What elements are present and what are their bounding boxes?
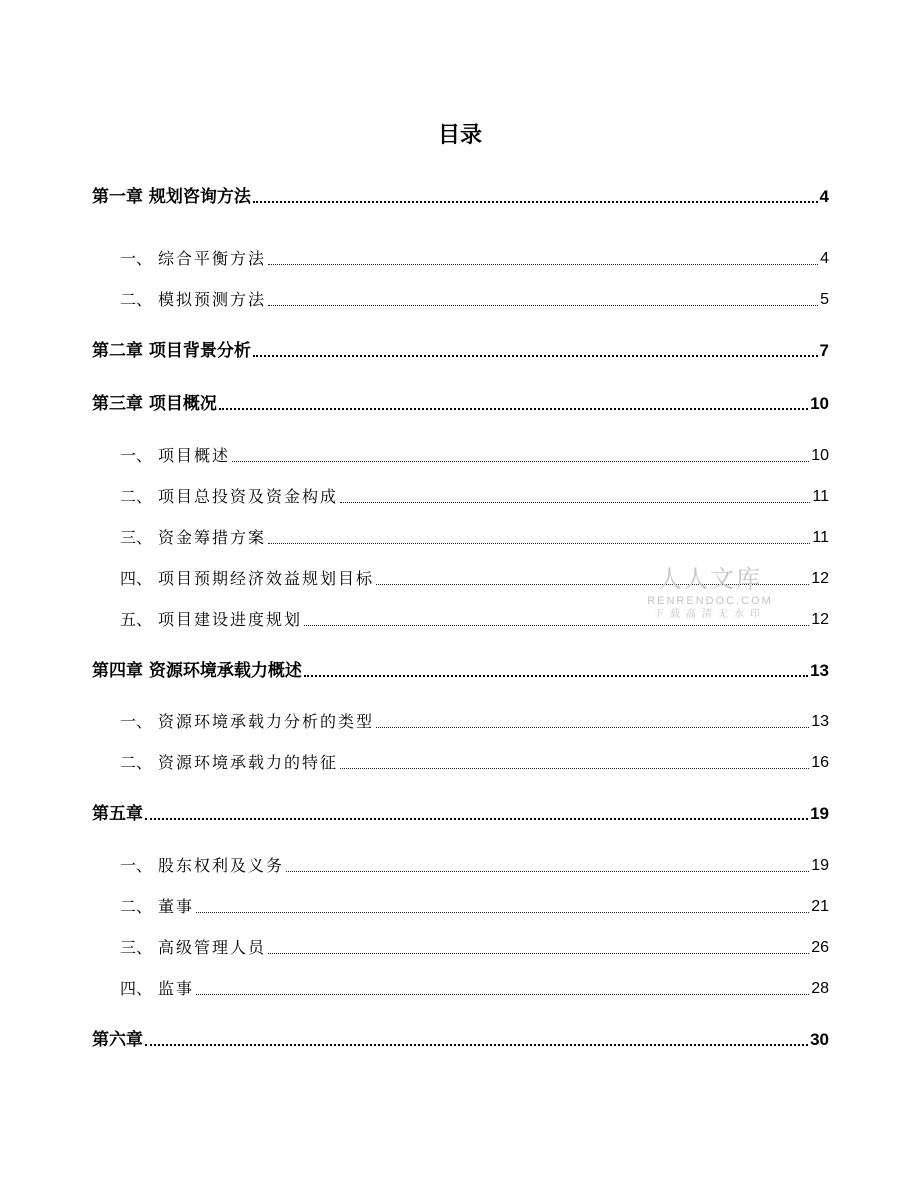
toc-page-number: 16: [811, 754, 829, 771]
toc-entry-label: [92, 340, 251, 362]
toc-entry-number: 五、: [120, 610, 153, 629]
toc-entry-label: [120, 486, 338, 508]
toc-entry-text: 资源环境承载力的特征: [158, 753, 339, 772]
toc-entry-number: 一、: [120, 712, 153, 731]
toc-chapter-entry[interactable]: [92, 658, 829, 682]
toc-chapter-entry[interactable]: [92, 184, 829, 208]
toc-section-entry[interactable]: [120, 607, 829, 631]
toc-entry-text: 项目概述: [158, 446, 231, 465]
toc-page-number: 4: [819, 187, 829, 206]
toc-section-entry[interactable]: [120, 976, 829, 1000]
toc-entry-number: 二、: [120, 753, 153, 772]
toc-dot-leader: [376, 727, 809, 728]
toc-entry-text: 综合平衡方法: [158, 249, 267, 268]
toc-section-entry[interactable]: [120, 566, 829, 590]
toc-dot-leader: [268, 543, 810, 544]
toc-entry-text: 资源环境承载力分析的类型: [158, 712, 375, 731]
toc-dot-leader: [304, 675, 808, 677]
toc-entry-label: [120, 711, 374, 733]
page-title: 目录: [437, 123, 482, 148]
toc-chapter-entry[interactable]: [92, 1027, 829, 1051]
toc-dot-leader: [376, 584, 809, 585]
toc-entry-number: 二、: [120, 897, 153, 916]
toc-entry-label: [92, 1029, 143, 1051]
toc-entry-label: [120, 568, 374, 590]
toc-entry-text: 第二章 项目背景分析: [92, 341, 251, 361]
toc-page-number: 19: [811, 857, 829, 874]
toc-chapter-entry[interactable]: [92, 391, 829, 415]
toc-page-number: 19: [810, 804, 829, 823]
toc-dot-leader: [340, 768, 809, 769]
toc-section-entry[interactable]: [120, 484, 829, 508]
toc-page-number: 13: [810, 661, 829, 680]
toc-entry-text: 资金筹措方案: [158, 528, 267, 547]
toc-entry-text: 第五章: [92, 804, 143, 824]
toc-entry-label: [120, 289, 266, 311]
toc-entry-text: 第三章 项目概况: [92, 394, 217, 414]
toc-page-number: 10: [811, 447, 829, 464]
toc-entry-label: [120, 527, 266, 549]
toc-dot-leader: [268, 305, 818, 306]
toc-page-number: 7: [819, 341, 829, 360]
toc-entry-number: 三、: [120, 938, 153, 957]
toc-entry-text: 第六章: [92, 1030, 143, 1050]
toc-page-number: 11: [812, 488, 829, 505]
toc-section-entry[interactable]: [120, 287, 829, 311]
toc-entry-label: [120, 248, 266, 270]
toc-page-number: 5: [820, 291, 829, 308]
toc-entry-text: 股东权利及义务: [158, 856, 285, 875]
toc-dot-leader: [145, 1044, 808, 1046]
toc-entry-text: 项目预期经济效益规划目标: [158, 569, 375, 588]
toc-entry-label: [92, 660, 302, 682]
toc-entry-number: 四、: [120, 569, 153, 588]
toc-dot-leader: [219, 408, 808, 410]
toc-chapter-entry[interactable]: [92, 338, 829, 362]
toc-entry-number: 二、: [120, 290, 153, 309]
toc-dot-leader: [340, 502, 810, 503]
toc-dot-leader: [286, 871, 809, 872]
toc-entry-text: 监事: [158, 979, 195, 998]
toc-section-entry[interactable]: [120, 853, 829, 877]
toc-entry-label: [120, 937, 266, 959]
toc-page-number: 30: [810, 1030, 829, 1049]
toc-page-number: 21: [811, 898, 829, 915]
toc-page-number: 28: [811, 980, 829, 997]
toc-dot-leader: [253, 201, 818, 203]
toc-page-number: 11: [812, 529, 829, 546]
watermark-site: RENRENDOC.COM: [647, 595, 773, 607]
toc-entry-number: 一、: [120, 856, 153, 875]
toc-dot-leader: [268, 264, 818, 265]
toc-entry-text: 董事: [158, 897, 195, 916]
toc-section-entry[interactable]: [120, 709, 829, 733]
toc-section-entry[interactable]: [120, 525, 829, 549]
toc-entry-label: [120, 609, 302, 631]
toc-section-entry[interactable]: [120, 750, 829, 774]
toc-dot-leader: [232, 461, 809, 462]
toc-entry-text: 高级管理人员: [158, 938, 267, 957]
toc-entry-number: 二、: [120, 487, 153, 506]
toc-dot-leader: [196, 912, 809, 913]
toc-entry-label: [120, 752, 338, 774]
toc-section-entry[interactable]: [120, 443, 829, 467]
toc-dot-leader: [253, 355, 818, 357]
toc-entry-label: [92, 393, 217, 415]
toc-entry-number: 一、: [120, 249, 153, 268]
toc-entry-label: [92, 186, 251, 208]
toc-dot-leader: [145, 818, 808, 820]
toc-page-number: 4: [820, 250, 829, 267]
toc-dot-leader: [268, 953, 809, 954]
watermark-main: 人人文库: [658, 565, 762, 593]
toc-chapter-entry[interactable]: [92, 801, 829, 825]
toc-page-number: 10: [810, 394, 829, 413]
toc-dot-leader: [196, 994, 809, 995]
toc-page-number: 26: [811, 939, 829, 956]
toc-entry-text: 第四章 资源环境承载力概述: [92, 661, 302, 681]
toc-entry-label: [120, 445, 230, 467]
toc-entry-text: 项目建设进度规划: [158, 610, 303, 629]
toc-page-number: 13: [811, 713, 829, 730]
toc-page-number: 12: [811, 611, 829, 628]
toc-section-entry[interactable]: [120, 246, 829, 270]
toc-entry-label: [120, 855, 284, 877]
toc-entry-number: 三、: [120, 528, 153, 547]
toc-page-number: 12: [811, 570, 829, 587]
toc-section-entry[interactable]: [120, 894, 829, 918]
toc-section-entry[interactable]: [120, 935, 829, 959]
toc-entry-text: 第一章 规划咨询方法: [92, 187, 251, 207]
toc-entry-text: 项目总投资及资金构成: [158, 487, 339, 506]
toc-dot-leader: [304, 625, 809, 626]
toc-entry-label: [120, 896, 194, 918]
toc-entry-number: 一、: [120, 446, 153, 465]
watermark-tag: 下载高清无水印: [654, 609, 766, 620]
toc-entry-label: [120, 978, 194, 1000]
toc-entry-label: [92, 803, 143, 825]
toc-entry-number: 四、: [120, 979, 153, 998]
toc-entry-text: 模拟预测方法: [158, 290, 267, 309]
